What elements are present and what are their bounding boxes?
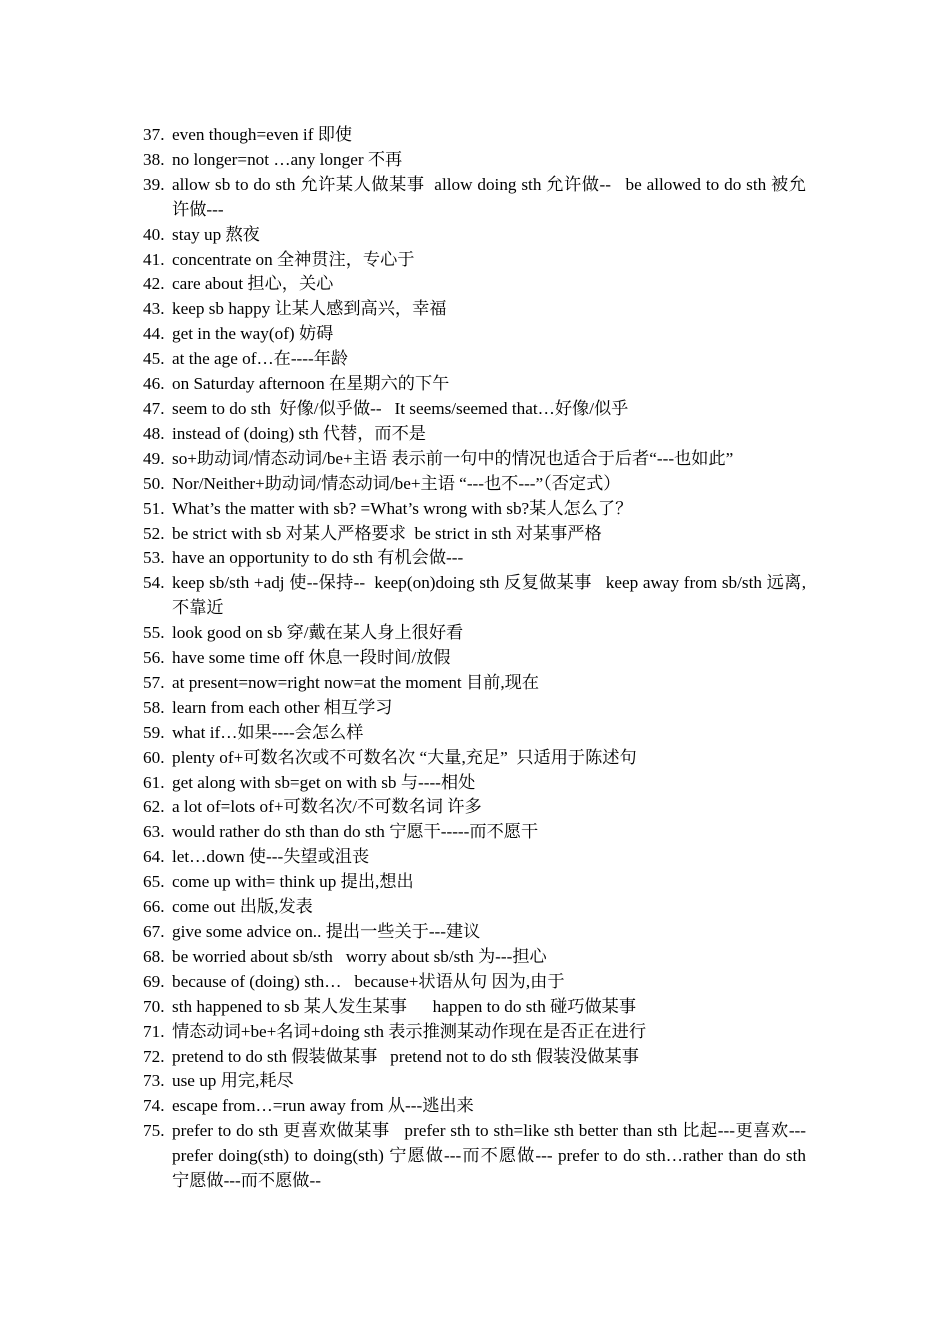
item-number: 63. [143, 822, 165, 842]
item-number: 75. [143, 1121, 165, 1141]
list-item [143, 1020, 806, 1045]
item-text: look good on sb 穿/戴在某人身上很好看 [172, 623, 464, 643]
item-number: 44. [143, 324, 165, 344]
item-number: 62. [143, 797, 165, 817]
list-item [143, 571, 806, 621]
item-number: 53. [143, 548, 165, 568]
item-number: 50. [143, 473, 165, 493]
item-number: 64. [143, 847, 165, 867]
item-text: keep sb/sth +adj 使--保持-- keep(on)doing sth 反复做某事 keep away from sb/sth 远离,不靠近 [172, 573, 806, 618]
item-text: let…down 使---失望或沮丧 [172, 847, 370, 867]
list-item [143, 995, 806, 1020]
list-item [143, 372, 806, 397]
item-text: come up with= think up 提出,想出 [172, 872, 414, 892]
list-item [143, 870, 806, 895]
item-text: Nor/Neither+助动词/情态动词/be+主语 “---也不---”（否定式） [172, 473, 621, 493]
list-item [143, 771, 806, 796]
item-text: have an opportunity to do sth 有机会做--- [172, 548, 464, 568]
item-text: would rather do sth than do sth 宁愿干-----而不愿干 [172, 822, 539, 842]
item-text: escape from…=run away from 从---逃出来 [172, 1096, 474, 1116]
list-item [143, 970, 806, 995]
list-item [143, 795, 806, 820]
item-text: get along with sb=get on with sb 与----相处 [172, 772, 476, 792]
list-item [143, 497, 806, 522]
item-number: 74. [143, 1096, 165, 1116]
item-number: 42. [143, 274, 165, 294]
list-item [143, 1094, 806, 1119]
item-text: care about 担心，关心 [172, 274, 334, 294]
item-number: 39. [143, 174, 165, 194]
list-item [143, 322, 806, 347]
list-item [143, 945, 806, 970]
item-number: 38. [143, 149, 165, 169]
item-number: 54. [143, 573, 165, 593]
item-number: 57. [143, 672, 165, 692]
item-text: a lot of=lots of+可数名次/不可数名词 许多 [172, 797, 482, 817]
item-number: 49. [143, 448, 165, 468]
item-number: 66. [143, 897, 165, 917]
item-text: have some time off 休息一段时间/放假 [172, 648, 451, 668]
item-text: come out 出版,发表 [172, 897, 313, 917]
item-text: What’s the matter with sb? =What’s wrong with sb?某人怎么了？ [172, 498, 633, 518]
list-item [143, 646, 806, 671]
list-item [143, 671, 806, 696]
list-item [143, 173, 806, 223]
list-item [143, 721, 806, 746]
item-text: prefer to do sth 更喜欢做某事 prefer sth to sth=like sth better than sth 比起---更喜欢--- prefer doing(sth) to doing(sth) 宁愿做---而不愿做--- prefer to do sth…rather than do sth 宁愿做---而不愿做-- [172, 1121, 815, 1191]
list-item [143, 621, 806, 646]
item-number: 68. [143, 946, 165, 966]
list-item [143, 1045, 806, 1070]
list-item [143, 272, 806, 297]
item-text: give some advice on.. 提出一些关于---建议 [172, 922, 481, 941]
item-number: 47. [143, 398, 165, 418]
phrase-list [143, 123, 815, 1194]
item-number: 56. [143, 648, 165, 668]
item-number: 45. [143, 349, 165, 369]
item-number: 46. [143, 374, 165, 394]
item-number: 37. [143, 125, 165, 144]
item-number: 61. [143, 772, 165, 792]
list-item [143, 297, 806, 322]
list-item [143, 248, 806, 273]
item-text: use up 用完,耗尽 [172, 1071, 294, 1091]
item-number: 51. [143, 498, 165, 518]
item-text: so+助动词/情态动词/be+主语 表示前一句中的情况也适合于后者“---也如此” [172, 448, 734, 468]
item-text: learn from each other 相互学习 [172, 697, 393, 717]
item-text: pretend to do sth 假装做某事 pretend not to do sth 假装没做某事 [172, 1046, 639, 1066]
list-item [143, 447, 806, 472]
list-item [143, 422, 806, 447]
item-text: be worried about sb/sth worry about sb/sth 为---担心 [172, 946, 547, 966]
list-item [143, 123, 806, 148]
item-number: 59. [143, 722, 165, 742]
item-text: get in the way(of) 妨碍 [172, 324, 334, 344]
list-item [143, 696, 806, 721]
item-number: 41. [143, 249, 165, 269]
list-item [143, 1069, 806, 1094]
item-number: 71. [143, 1021, 165, 1041]
item-text: what if…如果----会怎么样 [172, 722, 364, 742]
item-text: keep sb happy 让某人感到高兴，幸福 [172, 299, 447, 319]
item-text: stay up 熬夜 [172, 224, 260, 244]
item-text: be strict with sb 对某人严格要求 be strict in sth 对某事严格 [172, 523, 602, 543]
item-number: 70. [143, 996, 165, 1016]
item-text: even though=even if 即使 [172, 125, 353, 144]
item-number: 65. [143, 872, 165, 892]
item-number: 58. [143, 697, 165, 717]
item-text: instead of (doing) sth 代替，而不是 [172, 423, 426, 443]
item-number: 69. [143, 971, 165, 991]
list-item [143, 920, 806, 945]
list-item [143, 347, 806, 372]
item-number: 60. [143, 747, 165, 767]
item-text: no longer=not …any longer 不再 [172, 149, 403, 169]
list-item [143, 397, 806, 422]
item-number: 73. [143, 1071, 165, 1091]
list-item [143, 522, 806, 547]
item-text: at the age of…在----年龄 [172, 349, 349, 369]
item-text: sth happened to sb 某人发生某事 happen to do sth 碰巧做某事 [172, 996, 637, 1016]
item-text: because of (doing) sth… because+状语从句 因为,由于 [172, 971, 565, 991]
item-number: 55. [143, 623, 165, 643]
list-item [143, 895, 806, 920]
list-item [143, 148, 806, 173]
item-text: seem to do sth 好像/似乎做-- It seems/seemed that…好像/似乎 [172, 398, 629, 418]
item-text: 情态动词+be+名词+doing sth 表示推测某动作现在是否正在进行 [172, 1021, 647, 1041]
item-text: concentrate on 全神贯注，专心于 [172, 249, 415, 269]
list-item [143, 1119, 815, 1194]
item-number: 43. [143, 299, 165, 319]
item-number: 67. [143, 922, 165, 941]
item-number: 52. [143, 523, 165, 543]
list-item [143, 546, 806, 571]
list-item [143, 472, 806, 497]
item-text: plenty of+可数名次或不可数名次 “大量,充足” 只适用于陈述句 [172, 747, 637, 767]
list-item [143, 223, 806, 248]
item-number: 40. [143, 224, 165, 244]
list-item [143, 746, 806, 771]
item-text: at present=now=right now=at the moment 目前,现在 [172, 672, 540, 692]
item-text: allow sb to do sth 允许某人做某事 allow doing sth 允许做-- be allowed to do sth 被允许做--- [172, 174, 806, 219]
item-number: 48. [143, 423, 165, 443]
item-text: on Saturday afternoon 在星期六的下午 [172, 374, 450, 394]
list-item [143, 820, 806, 845]
list-item [143, 845, 806, 870]
item-number: 72. [143, 1046, 165, 1066]
